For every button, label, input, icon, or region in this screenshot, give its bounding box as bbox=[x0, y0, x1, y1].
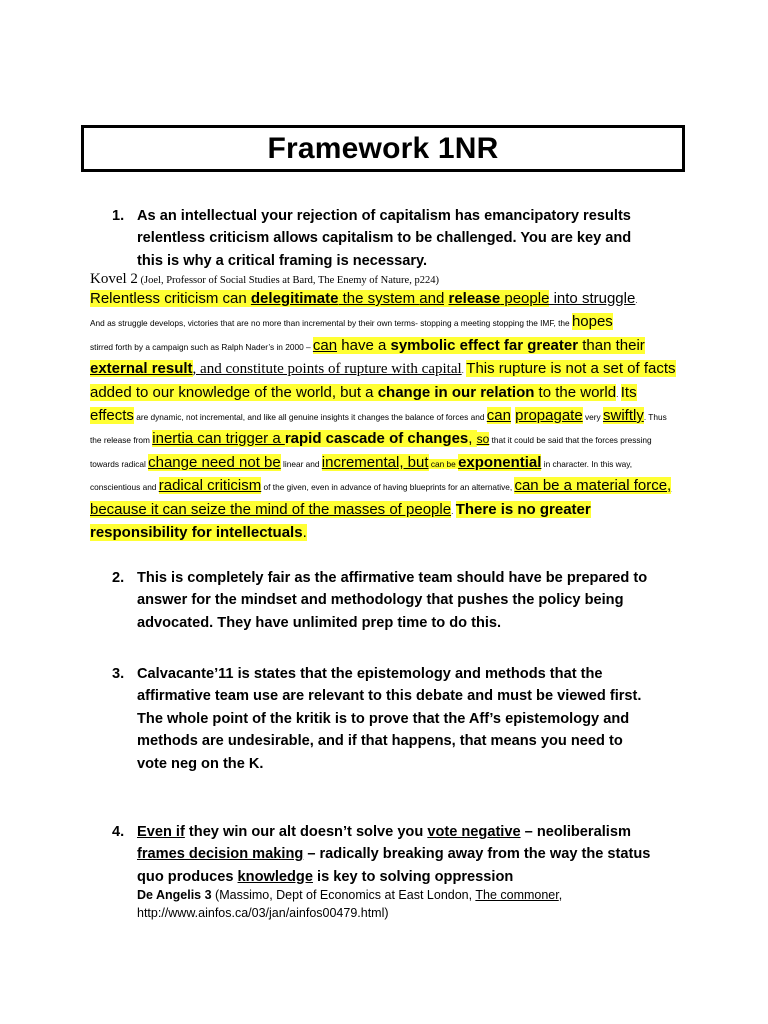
card-text: stirred forth by a campaign such as Ralph Nader’s in 2000 – bbox=[90, 341, 313, 352]
item-line: affirmative team use are relevant to this debate and must be viewed first. bbox=[137, 688, 642, 705]
item-line: The whole point of the kritik is to prove that the Aff’s epistemology and bbox=[137, 710, 630, 727]
item-line: vote neg on the K. bbox=[137, 755, 264, 772]
card-text: , and constitute points of rupture with capital bbox=[192, 361, 462, 378]
item-text-part: – neoliberalism bbox=[520, 824, 631, 840]
item-text bbox=[137, 821, 702, 888]
card-text: There is no greater responsibility for intellectuals bbox=[90, 500, 591, 542]
card-text: into struggle bbox=[549, 290, 636, 307]
card-text: can be a material force, because it can seize the mind of the masses of people bbox=[90, 477, 672, 518]
citation-author: Kovel 2 bbox=[90, 271, 138, 287]
card-text: than their bbox=[578, 336, 645, 354]
kovel-citation bbox=[90, 270, 690, 290]
card-text: incremental, but bbox=[321, 453, 429, 471]
card-text: to the world bbox=[534, 383, 617, 401]
card-text: can bbox=[486, 407, 511, 425]
card-text: change need not be bbox=[148, 453, 281, 471]
item-text bbox=[137, 663, 702, 775]
card-text: Its effects bbox=[90, 383, 637, 425]
item-number: 4. bbox=[112, 824, 125, 840]
card-text: can bbox=[312, 336, 338, 354]
card-text: the system bbox=[338, 290, 420, 307]
item-line: As an intellectual your rejection of capitalism has emancipatory results bbox=[137, 208, 631, 224]
card-text: symbolic effect far greater bbox=[390, 336, 579, 354]
card-text: . bbox=[302, 524, 307, 542]
item-line: answer for the mindset and methodology that pushes the policy being bbox=[137, 592, 624, 609]
card-text: hopes bbox=[571, 313, 613, 331]
citation-url: http://www.ainfos.ca/03/jan/ainfos00479.html) bbox=[137, 906, 389, 920]
item-text-part: vote negative bbox=[427, 824, 521, 840]
card-text: have a bbox=[337, 336, 391, 354]
card-text: linear and bbox=[280, 458, 322, 469]
card-text: inertia can trigger a bbox=[152, 430, 285, 448]
card-text: Relentless criticism can bbox=[90, 290, 251, 307]
item-text-part: frames decision making bbox=[137, 846, 304, 863]
card-text: change in our relation bbox=[377, 383, 535, 401]
card-text: rapid cascade of changes bbox=[284, 430, 469, 448]
list-item-4 bbox=[112, 821, 702, 888]
item-text-part: quo produces bbox=[137, 868, 238, 885]
item-number: 3. bbox=[112, 666, 125, 682]
citation-info: (Massimo, Dept of Economics at East London, bbox=[211, 888, 476, 902]
citation-book: The commoner bbox=[475, 888, 559, 902]
de-angelis-citation bbox=[137, 886, 697, 922]
card-text: very bbox=[582, 412, 603, 423]
card-text: release bbox=[448, 290, 501, 307]
item-line: This is completely fair as the affirmative team should have be prepared to bbox=[137, 570, 648, 586]
card-text: delegitimate bbox=[250, 290, 339, 307]
item-line: relentless criticism allows capitalism to be challenged. You are key and bbox=[137, 230, 632, 247]
card-text: that it could be said that the forces pressing towards radical bbox=[90, 435, 652, 469]
card-text: external result bbox=[90, 360, 193, 378]
citation-author: De Angelis 3 bbox=[137, 888, 212, 902]
card-text: And as struggle develops, victories that are no more than incremental by their own terms- stopping a meeting stopping the IMF, the bbox=[90, 318, 572, 329]
citation-info: , bbox=[558, 888, 563, 902]
card-text: propagate bbox=[515, 407, 583, 425]
title-box bbox=[81, 125, 685, 172]
card-text: of the given, even in advance of having blueprints for an alternative, bbox=[261, 482, 515, 493]
item-text-part: – radically breaking away from the way the status bbox=[303, 846, 651, 863]
card-text: are dynamic, not incremental, and like all genuine insights it changes the balance of forces and bbox=[133, 412, 487, 423]
card-text: so bbox=[476, 432, 490, 447]
item-line: methods are undesirable, and if that happens, that means you need to bbox=[137, 733, 623, 750]
evidence-card bbox=[90, 288, 680, 544]
card-text: exponential bbox=[458, 453, 542, 471]
card-text: . bbox=[616, 388, 621, 399]
card-text: This rupture is not a set of facts added to our knowledge of the world, but a bbox=[90, 360, 676, 401]
card-text: , bbox=[468, 430, 477, 448]
page-title: Framework 1NR bbox=[267, 131, 499, 165]
card-text: can be bbox=[428, 458, 459, 469]
card-text: . bbox=[635, 295, 638, 305]
item-text-part: knowledge bbox=[237, 868, 313, 885]
card-text: . bbox=[451, 505, 456, 516]
item-number: 2. bbox=[112, 570, 125, 586]
item-text-part: they win our alt doesn’t solve you bbox=[184, 824, 428, 840]
card-text: . bbox=[461, 365, 467, 376]
list-item-1 bbox=[112, 205, 702, 272]
item-text bbox=[137, 567, 702, 634]
item-line: advocated. They have unlimited prep time to do this. bbox=[137, 614, 502, 631]
card-text: radical criticism bbox=[158, 477, 262, 495]
list-item-2 bbox=[112, 567, 702, 634]
item-text bbox=[137, 205, 702, 272]
list-item-3 bbox=[112, 663, 702, 775]
item-text-part: Even if bbox=[137, 824, 185, 840]
card-text: . Thus the release from bbox=[90, 412, 667, 446]
citation-info: (Joel, Professor of Social Studies at Bard, The Enemy of Nature, p224) bbox=[137, 275, 439, 286]
item-text-part: is key to solving oppression bbox=[312, 868, 514, 885]
card-text: swiftly bbox=[602, 407, 644, 425]
item-line: this is why a critical framing is necessary. bbox=[137, 252, 428, 269]
card-text: and bbox=[419, 290, 445, 307]
card-text: in character. In this way, conscientious and bbox=[90, 458, 633, 493]
card-text: people bbox=[500, 290, 550, 307]
item-number: 1. bbox=[112, 208, 125, 224]
item-line: Calvacante’11 is states that the epistemology and methods that the bbox=[137, 666, 603, 682]
